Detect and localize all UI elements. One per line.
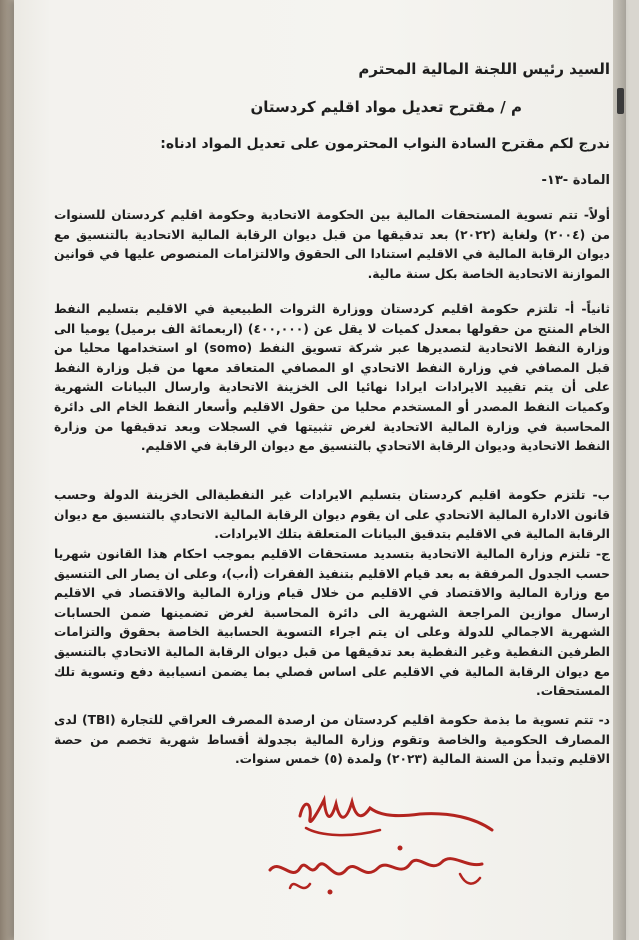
article-number: المادة -١٣- <box>541 173 610 188</box>
subject-line: م / مقترح تعديل مواد اقليم كردستان <box>250 98 522 116</box>
paragraph-second-c: ج- تلتزم وزارة المالية الاتحادية بتسديد مستحقات الاقليم بموجب احكام هذا القانون شهريا حسب الجدول المرفقة به بعد قيام الاقليم بتنفيذ الفقرات (أ،ب)، وعلى ان يصار الى التنسيق مع وزارة المالية والاقتصاد في الاقليم من خلال قيام وزارة المالية والاقتصاد في الاقليم ارسال موازين المراجعة الشهرية الى دائرة المحاسبة لغرض تضمينها ضمن الحسابات الشهرية الاجمالي للدولة وعلى ان يتم اجراء التسوية الحسابية الخاصة بحقوق والتزامات الطرفين النفطية وغير النفطية بعد تدقيقها من قبل ديوان الرقابة المالية الاتحادي بالتنسيق مع ديوان الرقابة المالية في الاقليم على اساس فصلي بما يضمن انسيابية دفع وتسوية تلك المستحقات. <box>54 547 610 699</box>
document-body <box>50 0 610 940</box>
binder-clip-mark <box>617 88 624 114</box>
paragraph-second-d: د- تتم تسوية ما بذمة حكومة اقليم كردستان من ارصدة المصرف العراقي للتجارة (TBI) لدى المصارف الحكومية والخاصة وتقوم وزارة المالية بجدولة أقساط شهرية تخصم من حصة الاقليم وتبدأ من السنة المالية (٢٠٢٣) ولمدة (٥) خمس سنوات. <box>54 713 610 767</box>
paragraph-second-b: ب- تلتزم حكومة اقليم كردستان بتسليم الايرادات غير النفطيةالى الخزينة الدولة وحسب قانون الادارة المالية الاتحادي على ان يقوم ديوان الرقابة المالية الاتحادي بالتنسيق مع ديوان الرقابة المالية في الاقليم بتدقيق البيانات المتعلقة بتلك الايرادات. <box>54 488 610 542</box>
scan-background-left <box>0 0 14 940</box>
paper-sheet <box>14 0 626 940</box>
addressee-line: السيد رئيس اللجنة المالية المحترم <box>358 60 610 78</box>
paragraph-second-a: ثانياً- أ- تلتزم حكومة اقليم كردستان ووزارة الثروات الطبيعية في الاقليم بتسليم النفط الخام المنتج من حقولها بمعدل كميات لا يقل عن (٤٠٠,٠٠٠) (اربعمائة الف برميل) يوميا الى وزارة النفط الاتحادية لتصديرها عبر شركة تسويق النفط (somo) او استخدامها محليا من قبل المصافي في وزارة النفط الاتحادي او المصافي المتعاقد معها من قبل وزارة النفط على أن يتم تقييد الايرادات ايرادا نهائيا الى الخزينة الاتحادية وارسال البيانات الشهرية وكميات النفط المصدر أو المستخدم محليا من حقول الاقليم وأسعار النفط الخام الى دائرة المحاسبة في وزارة المالية الاتحادية لغرض تثبيتها في السجلات وبعد تدقيقها من وزارة النفط الاتحادية وديوان الرقابة الاتحادي بالتنسيق مع ديوان الرقابة في الاقليم. <box>54 302 610 454</box>
scan-background-right <box>613 0 626 940</box>
paragraph-first: أولاً- تتم تسوية المستحقات المالية بين الحكومة الاتحادية وحكومة اقليم كردستان للسنوات من (٢٠٠٤) ولغاية (٢٠٢٢) بعد تدقيقها من قبل ديوان الرقابة المالية الاتحادية بالتنسيق مع ديوان الرقابة المالية في الاقليم استنادا الى الحقوق والالتزامات المنصوص عليها في قوانين الموازنة الاتحادية الخاصة بكل سنة مالية. <box>54 208 610 281</box>
intro-line: ندرج لكم مقترح السادة النواب المحترمون على تعديل المواد ادناه: <box>160 136 610 152</box>
handwritten-signature <box>260 778 500 910</box>
